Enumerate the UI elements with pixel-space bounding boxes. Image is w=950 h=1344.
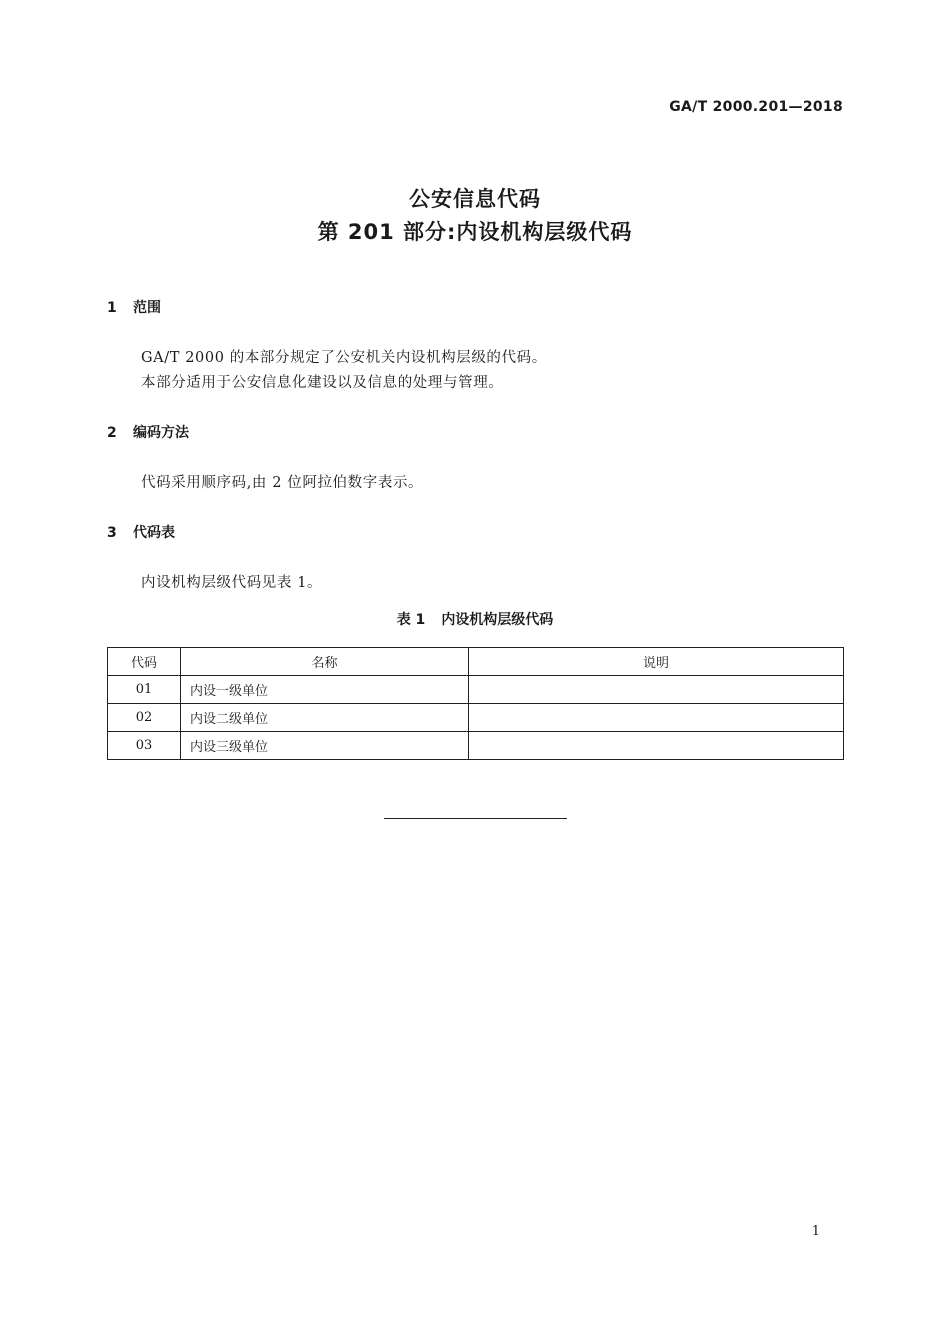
cell-code: 03 [108, 732, 181, 760]
section-title: 编码方法 [133, 425, 189, 441]
table-row [108, 732, 844, 760]
table-caption-label: 表 1 [396, 612, 426, 628]
cell-code: 02 [108, 704, 181, 732]
cell-note [469, 676, 844, 704]
standard-code: GA/T 2000.201—2018 [669, 99, 843, 115]
section-number: 2 [107, 425, 117, 441]
section-heading-code-table [107, 522, 175, 542]
cell-name: 内设二级单位 [181, 704, 469, 732]
table-row [108, 676, 844, 704]
paragraph: 本部分适用于公安信息化建设以及信息的处理与管理。 [141, 375, 504, 391]
paragraph: GA/T 2000 的本部分规定了公安机关内设机构层级的代码。 [141, 350, 547, 366]
section-title: 范围 [133, 300, 161, 316]
cell-note [469, 704, 844, 732]
cell-code: 01 [108, 676, 181, 704]
section-number: 3 [107, 525, 117, 541]
header-note: 说明 [469, 648, 844, 676]
header-name: 名称 [181, 648, 469, 676]
document-subtitle: 第 201 部分:内设机构层级代码 [317, 220, 633, 244]
paragraph: 代码采用顺序码,由 2 位阿拉伯数字表示。 [141, 475, 424, 491]
header-code: 代码 [108, 648, 181, 676]
page-number: 1 [811, 1224, 820, 1239]
section-heading-scope [107, 297, 161, 317]
cell-note [469, 732, 844, 760]
table-caption-title: 内设机构层级代码 [441, 612, 554, 628]
code-table [107, 647, 844, 760]
table-row [108, 704, 844, 732]
end-rule [384, 818, 567, 819]
section-heading-encoding [107, 422, 189, 442]
cell-name: 内设一级单位 [181, 676, 469, 704]
document-title: 公安信息代码 [409, 187, 541, 211]
paragraph: 内设机构层级代码见表 1。 [141, 575, 323, 591]
table-caption [0, 609, 950, 629]
section-title: 代码表 [133, 525, 175, 541]
cell-name: 内设三级单位 [181, 732, 469, 760]
table-header-row [108, 648, 844, 676]
section-number: 1 [107, 300, 117, 316]
